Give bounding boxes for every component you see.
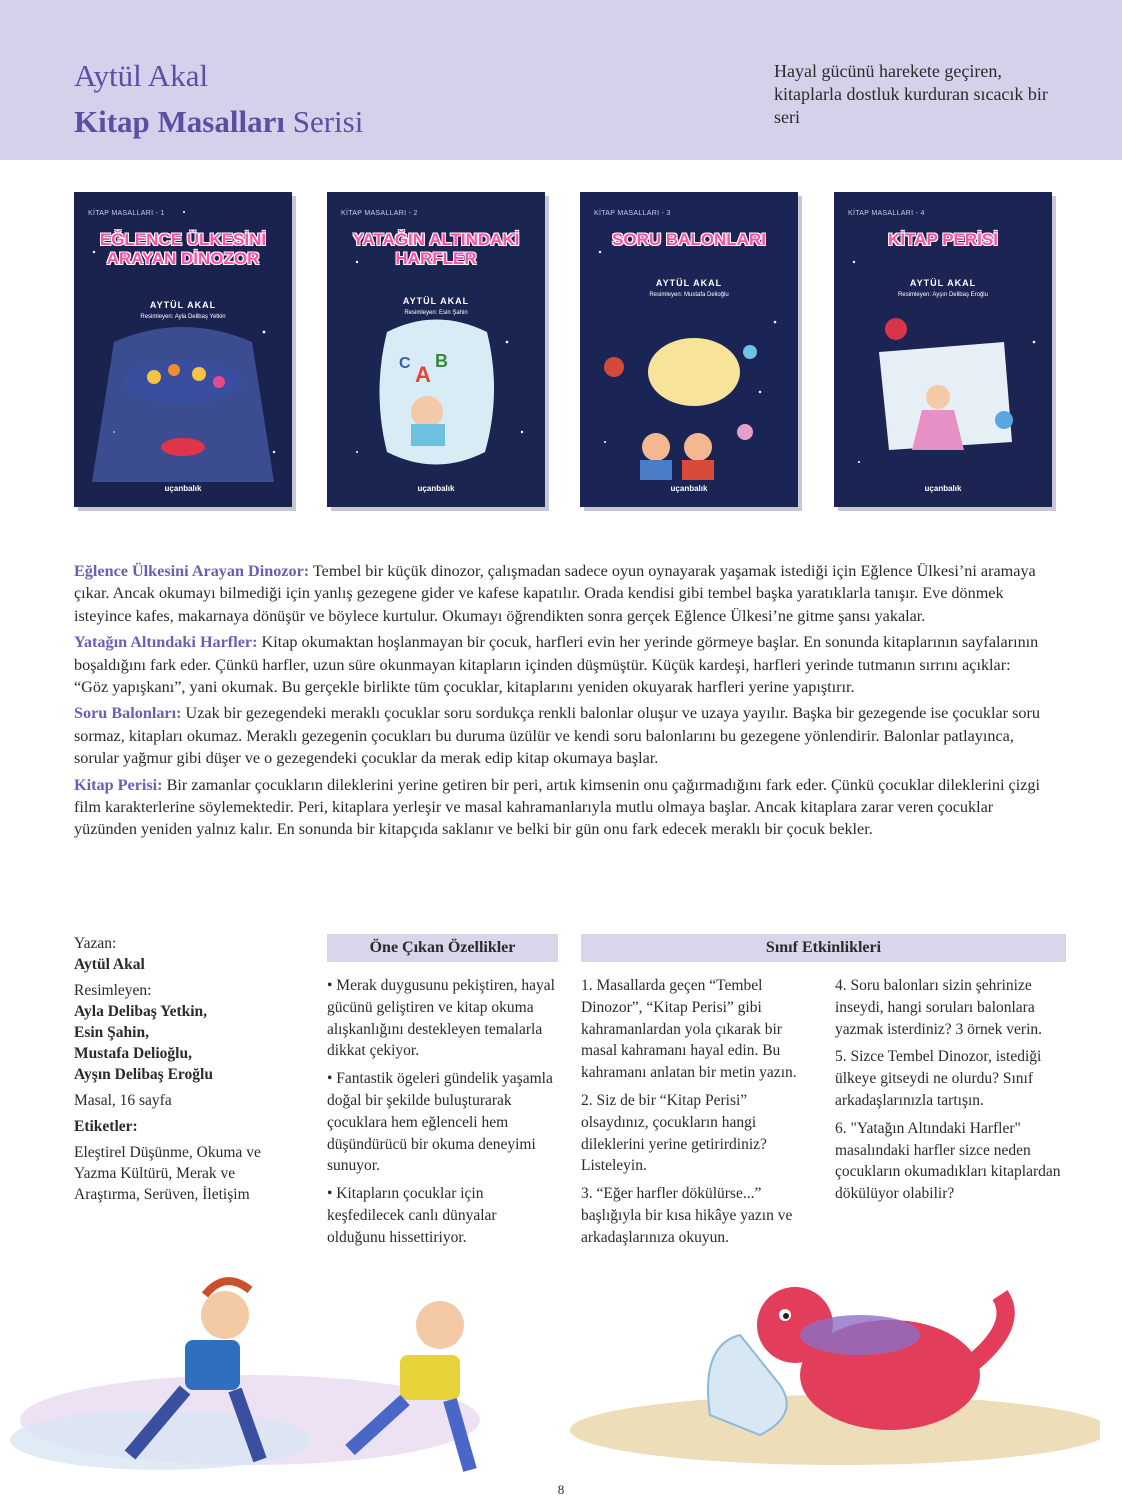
summary-4-title: Kitap Perisi:	[74, 775, 163, 794]
book-cover-3[interactable]	[580, 192, 798, 507]
summary-1	[74, 560, 1048, 627]
header-band	[0, 0, 1122, 160]
summary-1-title: Eğlence Ülkesini Arayan Dinozor:	[74, 562, 310, 580]
cover-1-publisher: uçanbalık	[164, 484, 202, 493]
summary-2-title: Yatağın Altındaki Harfler:	[74, 633, 258, 652]
cover-4-series: KİTAP MASALLARI - 4	[848, 210, 925, 217]
cover-2-author: AYTÜL AKAL	[402, 296, 470, 306]
activity-6: 6. "Yatağın Altındaki Harfler" masalındaki harfler sizce neden çocukların okumadıkları kitaplardan dökülüyor olabilir?	[835, 1119, 1061, 1203]
cover-4-publisher: uçanbalık	[924, 484, 962, 493]
cover-2-title: YATAĞIN ALTINDAKİ HARFLER	[352, 230, 520, 268]
summary-3-title: Soru Balonları:	[74, 704, 182, 723]
book-cover-1[interactable]	[74, 192, 292, 507]
cover-2-series: KİTAP MASALLARI - 2	[341, 210, 418, 217]
illustrator-4: Ayşın Delibaş Eroğlu	[74, 1066, 213, 1083]
cover-3-series: KİTAP MASALLARI - 3	[594, 210, 671, 217]
cover-3-author: AYTÜL AKAL	[655, 278, 723, 288]
illustrator-2: Esin Şahin,	[74, 1024, 149, 1041]
feature-item-1: • Merak duygusunu pekiştiren, hayal gücünü geliştiren ve kitap okuma alışkanlığını destekleyen temalarla dikkat çekiyor.	[327, 977, 555, 1060]
svg-text:A: A	[415, 362, 431, 387]
activity-4: 4. Soru balonları sizin şehrinize inseydi, hangi soruları balonlara yazmak isterdiniz? 3 örnek verin.	[835, 977, 1043, 1038]
series-author-title: Aytül Akal	[74, 58, 209, 93]
summary-2	[74, 631, 1048, 698]
activity-3: 3. “Eğer harfler dökülürse...” başlığıyla bir kısa hikâye yazın ve arkadaşlarınıza okuyun.	[581, 1185, 793, 1246]
book-meta	[74, 933, 294, 1205]
cover-2-publisher: uçanbalık	[417, 484, 455, 493]
cover-3-title: SORU BALONLARI	[612, 230, 766, 249]
cover-2-illustrator: Resimleyen: Esin Şahin	[404, 310, 468, 316]
feature-item-2: • Fantastik ögeleri gündelik yaşamla doğal bir şekilde buluşturarak çocuklara hem eğlenceli hem düşündürücü bir okuma deneyimi sunuyor.	[327, 1070, 553, 1175]
summary-4-text: Bir zamanlar çocukların dileklerini yerine getiren bir peri, artık kimsenin onu çağırmadığını fark eder. Çünkü çocuklar dileklerini çizgi film karakterlerine söylemektedir. Peri, kitaplara yerleşir ve masal kahramanlarıyla mutlu olmaya başlar. Ancak kitaplara zarar veren çocuklar yüzünden yeniden yalnız kalır. En sonunda bir kitapçıda saklanır ve belki bir gün onu fark edecek meraklı bir çocuk bekler.	[74, 775, 1040, 839]
summary-3	[74, 702, 1048, 769]
series-title-bold: Kitap Masalları	[74, 104, 285, 139]
activities-right-column	[835, 975, 1065, 1211]
cover-4-author: AYTÜL AKAL	[909, 278, 977, 288]
feature-item-3: • Kitapların çocuklar için keşfedilecek canlı dünyalar olduğunu hissettiriyor.	[327, 1185, 497, 1246]
cover-1-author: AYTÜL AKAL	[149, 300, 217, 310]
cover-4-illustrator: Resimleyen: Ayşın Delibaş Eroğlu	[898, 292, 988, 298]
dinosaur-illustration	[560, 1265, 1100, 1465]
cover-1-illustrator: Resimleyen: Ayla Delibaş Yetkin	[140, 314, 226, 320]
activity-5: 5. Sizce Tembel Dinozor, istediği ülkeye gitseydi ne olurdu? Sınıf arkadaşlarınızla tartışın.	[835, 1048, 1042, 1109]
book-summaries	[74, 560, 1048, 845]
svg-text:B: B	[435, 351, 448, 371]
summary-3-text: Uzak bir gezegendeki meraklı çocuklar soru sordukça renkli balonlar oluşur ve uzaya yayılır. Başka bir gezegende ise çocuklar soru sormaz, kitapları okumaz. Meraklı gezegenin çocukları bu duruma üzülür ve kendi soru balonlarını bu gezegene yönlendirir. Balonlar patlayınca, sorular yağmur gibi düşer ve o gezegendeki çocuklar da merak edip kitap okumaya başlar.	[74, 704, 1040, 768]
series-title	[74, 104, 363, 140]
book-cover-4[interactable]	[834, 192, 1052, 507]
series-title-rest: Serisi	[284, 104, 364, 139]
cover-3-illustrator: Resimleyen: Mustafa Delioğlu	[649, 292, 729, 298]
cover-1-series: KİTAP MASALLARI - 1	[88, 210, 165, 217]
genre-info: Masal, 16 sayfa	[74, 1092, 172, 1109]
summary-4	[74, 774, 1048, 841]
illustrator-1: Ayla Delibaş Yetkin,	[74, 1003, 208, 1020]
svg-text:C: C	[399, 355, 411, 372]
cover-4-title: KİTAP PERİSİ	[888, 230, 998, 249]
activity-2: 2. Siz de bir “Kitap Perisi” olsaydınız, çocukların hangi dileklerini yerine getirirdiniz? Listeleyin.	[581, 1091, 767, 1175]
activities-heading: Sınıf Etkinlikleri	[581, 934, 1066, 962]
page-number: 8	[557, 1482, 565, 1497]
activity-1: 1. Masallarda geçen “Tembel Dinozor”, “Kitap Perisi” gibi kahramanlardan yola çıkarak bir masal kahramanı hayal edin. Bu kahramanı anlatan bir metin yazın.	[581, 977, 797, 1082]
tags-label: Etiketler:	[74, 1118, 138, 1135]
features-heading: Öne Çıkan Özellikler	[327, 934, 558, 962]
tags-list: Eleştirel Düşünme, Okuma ve Yazma Kültürü, Merak ve Araştırma, Serüven, İletişim	[74, 1144, 261, 1203]
cover-1-title: EĞLENCE ÜLKESİNİ ARAYAN DİNOZOR	[99, 230, 267, 268]
book-cover-2[interactable]	[327, 192, 545, 507]
author-name: Aytül Akal	[74, 956, 145, 973]
illustrator-3: Mustafa Delioğlu,	[74, 1045, 192, 1062]
children-running-illustration	[10, 1270, 530, 1495]
summary-2-text: Kitap okumaktan hoşlanmayan bir çocuk, harfleri evin her yerinde görmeye başlar. En sonunda kitaplarının sayfalarının boşaldığını fark eder. Çünkü harfler, uzun süre okunmayan kitapların içinden düşmüştür. Küçük kardeşi, harfleri yerinde tutmanın sırrını açıklar: “Göz yapışkanı”, yani okumak. Bu gerçekle birlikte tüm çocuklar, kitaplarını yeniden okuyarak harfleri yerine yapıştırır.	[74, 633, 1039, 697]
cover-3-publisher: uçanbalık	[670, 484, 708, 493]
activities-left-column	[581, 975, 813, 1255]
illustrators-label: Resimleyen:	[74, 982, 152, 999]
author-label: Yazan:	[74, 935, 117, 952]
series-tagline: Hayal gücünü harekete geçiren, kitaplarla dostluk kurduran sıcacık bir seri	[774, 61, 1048, 127]
features-list	[327, 975, 557, 1255]
summary-1-text: Tembel bir küçük dinozor, çalışmadan sadece oyun oynayarak yaşamak istediği için Eğlence Ülkesi’ni aramaya çıkar. Ancak okumayı bilmediği için yanlış gezegene gider ve kafese kapatılır. Orada kendisi gibi tembel başka yaratıklarla tanışır. Eve dönmek isteyince kafes, makarnaya dönüşür ve böylece kurtulur. Okumayı öğrendikten sonra gerçek Eğlence Ülkesi’ne gitme şansı yakalar.	[74, 562, 1036, 625]
